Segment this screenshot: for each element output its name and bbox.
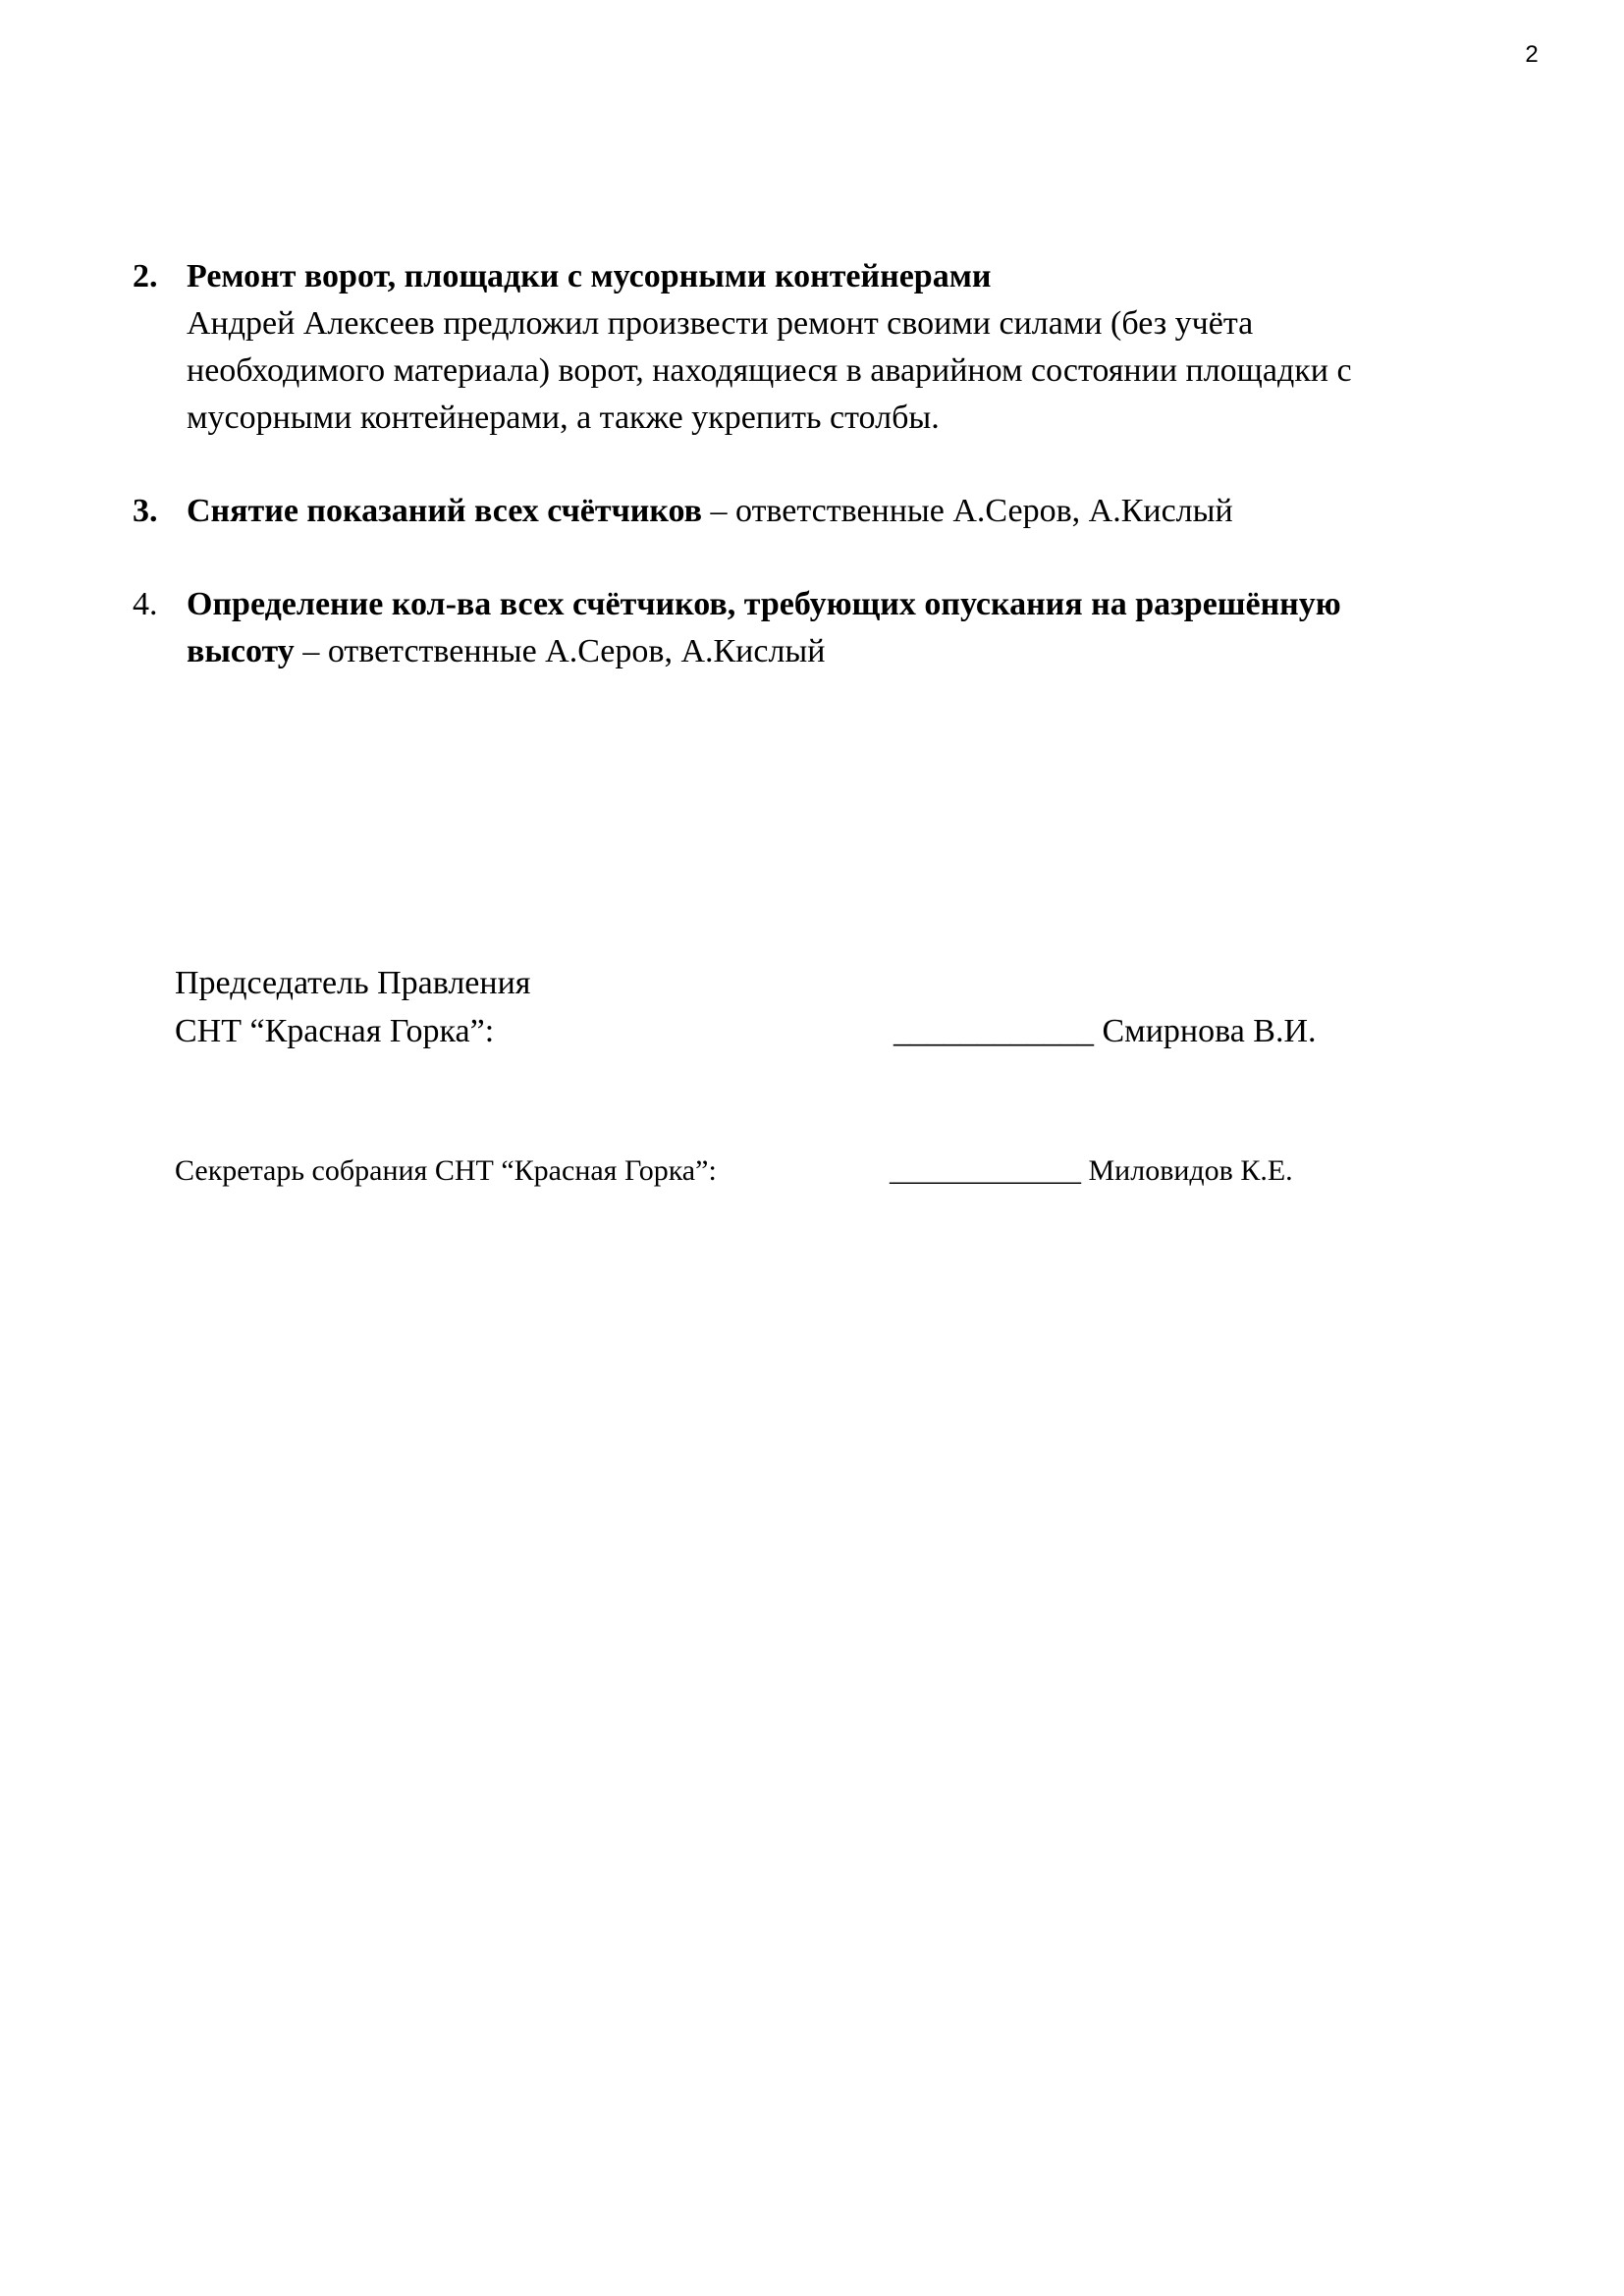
item-heading: Ремонт ворот, площадки с мусорными контейнерами bbox=[187, 258, 992, 294]
signature-line: ____________ bbox=[893, 1013, 1094, 1049]
item-responsible: – ответственные А.Серов, А.Кислый bbox=[294, 633, 826, 669]
item-body bbox=[187, 581, 1488, 675]
item-text-line: мусорными контейнерами, а также укрепить столбы. bbox=[187, 400, 940, 436]
item-number: 2. bbox=[133, 258, 158, 294]
secretary-name: Миловидов К.Е. bbox=[1088, 1154, 1293, 1187]
agenda-item-2 bbox=[133, 253, 1488, 442]
signature-line: _____________ bbox=[890, 1154, 1081, 1187]
item-responsible: – ответственные А.Серов, А.Кислый bbox=[702, 493, 1233, 529]
item-number: 3. bbox=[133, 493, 158, 529]
item-text-line: Андрей Алексеев предложил произвести ремонт своими силами (без учёта bbox=[187, 305, 1254, 342]
item-heading: Определение кол-ва всех счётчиков, требующих опускания на разрешённую bbox=[187, 586, 1341, 622]
item-heading-cont: высоту bbox=[187, 633, 295, 669]
agenda-item-3 bbox=[133, 488, 1488, 535]
item-number: 4. bbox=[133, 586, 158, 622]
chairman-name: Смирнова В.И. bbox=[1102, 1013, 1317, 1049]
agenda-item-4 bbox=[133, 581, 1488, 675]
page-number: 2 bbox=[1525, 41, 1539, 68]
item-text-line: необходимого материала) ворот, находящиеся в аварийном состоянии площадки с bbox=[187, 352, 1352, 389]
item-heading: Снятие показаний всех счётчиков bbox=[187, 493, 703, 529]
chairman-title-line: Председатель Правления bbox=[175, 965, 531, 1001]
item-body bbox=[187, 488, 1488, 535]
chairman-title bbox=[175, 959, 530, 1055]
secretary-signature bbox=[890, 1151, 1293, 1191]
secretary-title: Секретарь собрания СНТ “Красная Горка”: bbox=[175, 1154, 717, 1187]
chairman-signature bbox=[893, 1007, 1317, 1055]
chairman-title-line: СНТ “Красная Горка”: bbox=[175, 1013, 495, 1049]
item-body bbox=[187, 253, 1488, 442]
